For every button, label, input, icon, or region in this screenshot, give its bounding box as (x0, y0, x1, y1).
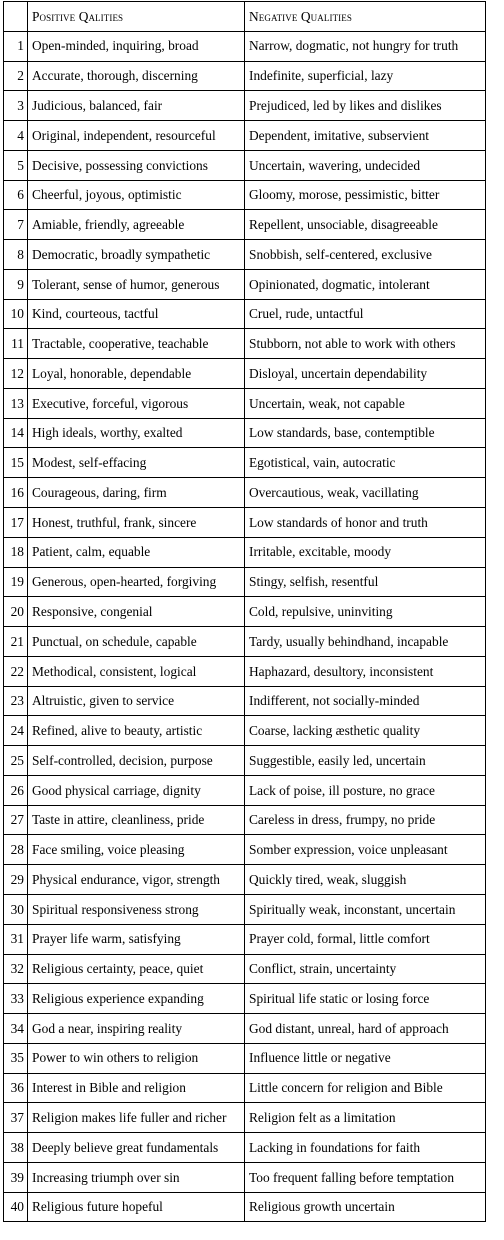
table-row (4, 418, 486, 448)
negative-quality-cell: Opinionated, dogmatic, intolerant (245, 269, 486, 299)
positive-quality-cell: Loyal, honorable, dependable (28, 359, 245, 389)
row-number: 9 (4, 269, 28, 299)
positive-quality-cell: Altruistic, given to service (28, 686, 245, 716)
positive-quality-cell: Executive, forceful, vigorous (28, 388, 245, 418)
positive-quality-cell: Cheerful, joyous, optimistic (28, 180, 245, 210)
table-row (4, 1192, 486, 1222)
row-number: 33 (4, 984, 28, 1014)
positive-quality-cell: Decisive, possessing convictions (28, 150, 245, 180)
row-number: 24 (4, 716, 28, 746)
positive-quality-cell: Kind, courteous, tactful (28, 299, 245, 329)
positive-quality-cell: Physical endurance, vigor, strength (28, 865, 245, 895)
negative-quality-cell: Low standards of honor and truth (245, 508, 486, 538)
table-row (4, 775, 486, 805)
negative-quality-cell: Snobbish, self-centered, exclusive (245, 240, 486, 270)
positive-quality-cell: Prayer life warm, satisfying (28, 924, 245, 954)
table-row (4, 359, 486, 389)
negative-quality-cell: Prayer cold, formal, little comfort (245, 924, 486, 954)
negative-quality-cell: Tardy, usually behindhand, incapable (245, 627, 486, 657)
positive-quality-cell: Judicious, balanced, fair (28, 91, 245, 121)
table-row (4, 865, 486, 895)
row-number: 1 (4, 31, 28, 61)
table-row (4, 567, 486, 597)
table-row (4, 240, 486, 270)
negative-quality-cell: Lack of poise, ill posture, no grace (245, 775, 486, 805)
table-row (4, 537, 486, 567)
row-number: 39 (4, 1162, 28, 1192)
table-row (4, 1043, 486, 1073)
positive-quality-cell: Accurate, thorough, discerning (28, 61, 245, 91)
positive-quality-cell: Responsive, congenial (28, 597, 245, 627)
row-number: 16 (4, 478, 28, 508)
negative-quality-cell: Irritable, excitable, moody (245, 537, 486, 567)
table-row (4, 686, 486, 716)
positive-quality-cell: Religious future hopeful (28, 1192, 245, 1222)
negative-quality-cell: Prejudiced, led by likes and dislikes (245, 91, 486, 121)
positive-qualities-header: Positive Qalities (28, 2, 245, 32)
negative-quality-cell: Overcautious, weak, vacillating (245, 478, 486, 508)
positive-quality-cell: Religious experience expanding (28, 984, 245, 1014)
table-row (4, 388, 486, 418)
row-number: 2 (4, 61, 28, 91)
table-row (4, 984, 486, 1014)
positive-quality-cell: Democratic, broadly sympathetic (28, 240, 245, 270)
negative-quality-cell: Low standards, base, contemptible (245, 418, 486, 448)
row-number: 40 (4, 1192, 28, 1222)
positive-quality-cell: Tractable, cooperative, teachable (28, 329, 245, 359)
positive-quality-cell: Refined, alive to beauty, artistic (28, 716, 245, 746)
negative-quality-cell: Uncertain, wavering, undecided (245, 150, 486, 180)
row-number: 25 (4, 746, 28, 776)
row-number: 18 (4, 537, 28, 567)
positive-quality-cell: God a near, inspiring reality (28, 1014, 245, 1044)
row-number: 27 (4, 805, 28, 835)
table-row (4, 954, 486, 984)
row-number: 23 (4, 686, 28, 716)
row-number: 4 (4, 121, 28, 151)
table-row (4, 508, 486, 538)
positive-quality-cell: Amiable, friendly, agreeable (28, 210, 245, 240)
table-row (4, 61, 486, 91)
table-row (4, 1133, 486, 1163)
row-number: 20 (4, 597, 28, 627)
table-row (4, 329, 486, 359)
table-row (4, 1073, 486, 1103)
positive-quality-cell: Interest in Bible and religion (28, 1073, 245, 1103)
row-number: 29 (4, 865, 28, 895)
table-row (4, 1103, 486, 1133)
table-row (4, 597, 486, 627)
qualities-table (3, 1, 486, 1222)
table-row (4, 924, 486, 954)
negative-quality-cell: Too frequent falling before temptation (245, 1162, 486, 1192)
row-number: 35 (4, 1043, 28, 1073)
positive-quality-cell: Tolerant, sense of humor, generous (28, 269, 245, 299)
row-number: 6 (4, 180, 28, 210)
negative-quality-cell: Quickly tired, weak, sluggish (245, 865, 486, 895)
row-number: 34 (4, 1014, 28, 1044)
positive-quality-cell: Original, independent, resourceful (28, 121, 245, 151)
negative-quality-cell: Careless in dress, frumpy, no pride (245, 805, 486, 835)
row-number: 21 (4, 627, 28, 657)
table-row (4, 1014, 486, 1044)
table-row (4, 31, 486, 61)
row-number: 15 (4, 448, 28, 478)
negative-quality-cell: Stubborn, not able to work with others (245, 329, 486, 359)
negative-quality-cell: Spiritual life static or losing force (245, 984, 486, 1014)
table-row (4, 269, 486, 299)
negative-quality-cell: Repellent, unsociable, disagreeable (245, 210, 486, 240)
row-number: 14 (4, 418, 28, 448)
positive-quality-cell: Deeply believe great fundamentals (28, 1133, 245, 1163)
table-row (4, 894, 486, 924)
header-row (4, 2, 486, 32)
positive-quality-cell: Taste in attire, cleanliness, pride (28, 805, 245, 835)
row-number: 7 (4, 210, 28, 240)
negative-quality-cell: Coarse, lacking æsthetic quality (245, 716, 486, 746)
negative-quality-cell: Gloomy, morose, pessimistic, bitter (245, 180, 486, 210)
negative-quality-cell: Lacking in foundations for faith (245, 1133, 486, 1163)
table-row (4, 805, 486, 835)
negative-quality-cell: Indifferent, not socially-minded (245, 686, 486, 716)
negative-quality-cell: Egotistical, vain, autocratic (245, 448, 486, 478)
table-row (4, 180, 486, 210)
positive-quality-cell: Patient, calm, equable (28, 537, 245, 567)
table-row (4, 835, 486, 865)
negative-quality-cell: Uncertain, weak, not capable (245, 388, 486, 418)
table-row (4, 299, 486, 329)
negative-quality-cell: Stingy, selfish, resentful (245, 567, 486, 597)
row-number: 26 (4, 775, 28, 805)
positive-quality-cell: Methodical, consistent, logical (28, 656, 245, 686)
qualities-table-body (4, 31, 486, 1222)
row-number: 32 (4, 954, 28, 984)
positive-quality-cell: Religion makes life fuller and richer (28, 1103, 245, 1133)
negative-quality-cell: Disloyal, uncertain dependability (245, 359, 486, 389)
positive-quality-cell: Increasing triumph over sin (28, 1162, 245, 1192)
number-column-header (4, 2, 28, 32)
negative-quality-cell: Conflict, strain, uncertainty (245, 954, 486, 984)
positive-quality-cell: High ideals, worthy, exalted (28, 418, 245, 448)
positive-quality-cell: Courageous, daring, firm (28, 478, 245, 508)
negative-quality-cell: Influence little or negative (245, 1043, 486, 1073)
negative-quality-cell: Spiritually weak, inconstant, uncertain (245, 894, 486, 924)
positive-quality-cell: Face smiling, voice pleasing (28, 835, 245, 865)
row-number: 19 (4, 567, 28, 597)
negative-quality-cell: Narrow, dogmatic, not hungry for truth (245, 31, 486, 61)
row-number: 5 (4, 150, 28, 180)
table-row (4, 1162, 486, 1192)
row-number: 30 (4, 894, 28, 924)
row-number: 11 (4, 329, 28, 359)
positive-quality-cell: Self-controlled, decision, purpose (28, 746, 245, 776)
negative-quality-cell: Cold, repulsive, uninviting (245, 597, 486, 627)
table-row (4, 121, 486, 151)
positive-quality-cell: Good physical carriage, dignity (28, 775, 245, 805)
negative-quality-cell: God distant, unreal, hard of approach (245, 1014, 486, 1044)
row-number: 38 (4, 1133, 28, 1163)
negative-quality-cell: Indefinite, superficial, lazy (245, 61, 486, 91)
table-row (4, 150, 486, 180)
positive-quality-cell: Open-minded, inquiring, broad (28, 31, 245, 61)
row-number: 28 (4, 835, 28, 865)
table-row (4, 210, 486, 240)
positive-quality-cell: Honest, truthful, frank, sincere (28, 508, 245, 538)
row-number: 37 (4, 1103, 28, 1133)
negative-quality-cell: Religious growth uncertain (245, 1192, 486, 1222)
table-row (4, 448, 486, 478)
row-number: 36 (4, 1073, 28, 1103)
negative-quality-cell: Suggestible, easily led, uncertain (245, 746, 486, 776)
negative-quality-cell: Religion felt as a limitation (245, 1103, 486, 1133)
positive-quality-cell: Power to win others to religion (28, 1043, 245, 1073)
row-number: 22 (4, 656, 28, 686)
row-number: 12 (4, 359, 28, 389)
row-number: 3 (4, 91, 28, 121)
negative-qualities-header: Negative Qualities (245, 2, 486, 32)
table-row (4, 91, 486, 121)
positive-quality-cell: Generous, open-hearted, forgiving (28, 567, 245, 597)
positive-quality-cell: Punctual, on schedule, capable (28, 627, 245, 657)
negative-quality-cell: Somber expression, voice unpleasant (245, 835, 486, 865)
row-number: 17 (4, 508, 28, 538)
table-row (4, 478, 486, 508)
negative-quality-cell: Dependent, imitative, subservient (245, 121, 486, 151)
row-number: 13 (4, 388, 28, 418)
table-row (4, 746, 486, 776)
positive-quality-cell: Spiritual responsiveness strong (28, 894, 245, 924)
positive-quality-cell: Modest, self-effacing (28, 448, 245, 478)
table-row (4, 656, 486, 686)
table-row (4, 627, 486, 657)
positive-quality-cell: Religious certainty, peace, quiet (28, 954, 245, 984)
table-row (4, 716, 486, 746)
row-number: 8 (4, 240, 28, 270)
negative-quality-cell: Haphazard, desultory, inconsistent (245, 656, 486, 686)
row-number: 31 (4, 924, 28, 954)
row-number: 10 (4, 299, 28, 329)
negative-quality-cell: Cruel, rude, untactful (245, 299, 486, 329)
negative-quality-cell: Little concern for religion and Bible (245, 1073, 486, 1103)
